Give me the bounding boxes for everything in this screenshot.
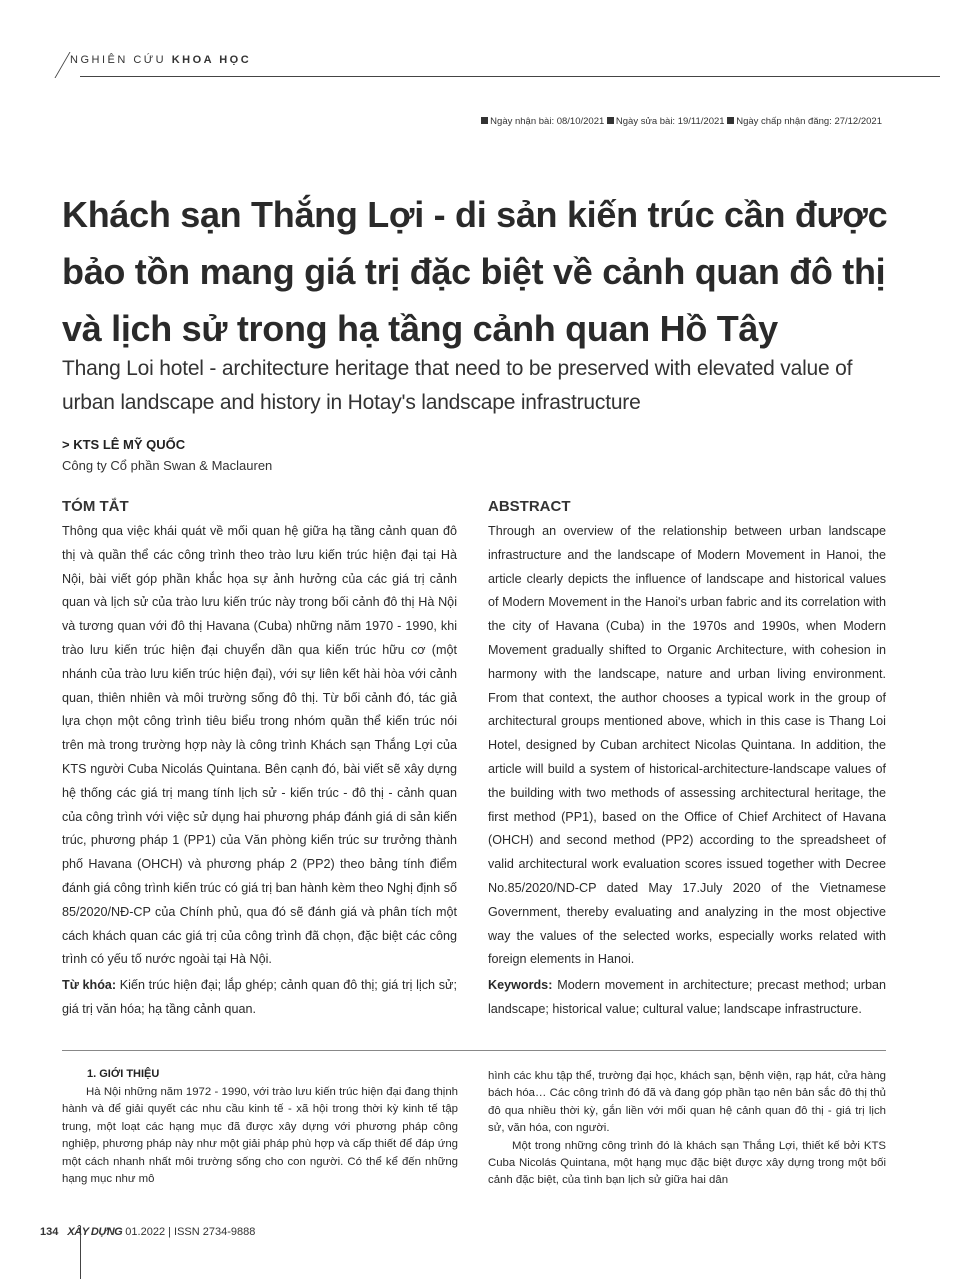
intro-col-1: Hà Nội những năm 1972 - 1990, với trào lưu kiến trúc hiện đại đang thịnh hành và để giải quyết các nhu cầu kinh tế - xã hội trong thời kỳ kinh tế tập trung, một loạt các hạng mục đã được xây dựng với phương pháp công nghiệp, phương pháp này như một giải pháp phù hợp và cấp thiết để đáp ứng một cách nhanh nhất môi trường sống cho con người. Có thể kể đến những hạng mục như mô: [62, 1086, 458, 1186]
footer: [40, 1226, 255, 1238]
keywords-text: Kiến trúc hiện đại; lắp ghép; cảnh quan đô thị; giá trị lịch sử; giá trị văn hóa; hạ tầng cảnh quan.: [62, 978, 457, 1016]
received-date: Ngày nhận bài: 08/10/2021: [490, 116, 605, 127]
keywords-text: Modern movement in architecture; precast method; urban landscape; historical value; cultural value; landscape infrastructure.: [488, 978, 886, 1016]
section-divider: [62, 1050, 886, 1051]
keywords-label: Keywords:: [488, 978, 553, 993]
issue-info: 01.2022 | ISSN 2734-9888: [122, 1226, 256, 1238]
bullet-square-icon: [607, 117, 614, 124]
revised-date: Ngày sửa bài: 19/11/2021: [615, 116, 725, 127]
section-tag-rule: [80, 76, 940, 77]
intro-col-2-para-1: hình các khu tập thể, trường đại học, khách sạn, bệnh viện, rạp hát, cửa hàng bách hóa… Các công trình đó đã và đang góp phần tạo nên bản sắc đô thị thủ đô qua nhiều thời kỳ, gắn liền với mối quan hệ cảnh quan đô thị - giá trị lịch sử, văn hóa, con người.: [488, 1070, 886, 1135]
summary-heading: TÓM TẮT: [62, 498, 129, 515]
intro-col-2-para-2: Một trong những công trình đó là khách sạn Thắng Lợi, thiết kế bởi KTS Cuba Nicolás Quintana, một hạng mục đặc biệt được xây dựng trong một bối cảnh đặc biệt, của tình bạn lịch sử giữa hai dân: [488, 1139, 886, 1187]
summary-text: Thông qua việc khái quát về mối quan hệ giữa hạ tầng cảnh quan đô thị và quần thể các công trình theo trào lưu kiến trúc hiện đại tại Hà Nội, bài viết góp phần khắc họa sự ảnh hưởng của các giá trị cảnh quan và lịch sử của trào lưu kiến trúc này trong bối cảnh đô thị Hà Nội và tương quan với đô thị Havana (Cuba) những năm 1970 - 1990, khi trào lưu kiến trúc hiện đại chuyển dần qua kiến trúc hữu cơ (một nhánh của trào lưu kiến trúc hiện đại), với sự liên kết hài hòa với cảnh quan, thiên nhiên và môi trường sống đô thị. Từ bối cảnh đó, tác giả lựa chọn một công trình tiêu biểu trong nhóm quần thể kiến trúc nói trên mà trong trường hợp này là công trình Khách sạn Thắng Lợi của KTS người Cuba Nicolás Quintana. Bên cạnh đó, bài viết sẽ xây dựng hệ thống các giá trị mang tính lịch sử - kiến trúc - đô thị - cảnh quan của công trình với việc sử dụng hai phương pháp đánh giá di sản kiến trúc, phương pháp 1 (PP1) của Văn phòng kiến trúc sư trưởng thành phố Havana (OHCH) và phương pháp 2 (PP2) theo bảng tính điểm đánh giá công trình kiến trúc có giá trị ban hành kèm theo Nghị định số 85/2020/NĐ-CP của Chính phủ, qua đó sẽ đánh giá và phân tích một cách khách quan các giá trị của công trình đã chọn, đặc biệt các công trình có yếu tố nước ngoài tại Hà Nội.: [62, 524, 457, 967]
article-title: Khách sạn Thắng Lợi - di sản kiến trúc cần được bảo tồn mang giá trị đặc biệt về cảnh quan đô thị và lịch sử trong hạ tầng cảnh quan Hồ Tây: [62, 194, 888, 349]
abstract-column: [488, 520, 886, 1022]
author: > KTS LÊ MỸ QUỐC: [62, 437, 186, 452]
keywords-label: Từ khóa:: [62, 978, 117, 993]
article-subtitle: Thang Loi hotel - architecture heritage that need to be preserved with elevated value of urban landscape and history in Hotay's landscape infrastructure: [62, 357, 853, 414]
summary-column: [62, 520, 457, 1022]
abstract-keywords: [488, 974, 886, 1022]
bullet-square-icon: [727, 117, 734, 124]
section-tag: [70, 54, 251, 66]
abstract-heading: ABSTRACT: [488, 498, 571, 515]
summary-keywords: [62, 974, 457, 1022]
bullet-square-icon: [481, 117, 488, 124]
page-number: 134: [40, 1226, 59, 1238]
accepted-date: Ngày chấp nhận đăng: 27/12/2021: [736, 116, 882, 127]
section-tag-plain: NGHIÊN CỨU: [70, 54, 172, 66]
article-dates: [481, 116, 882, 127]
journal-logo: XÂY DỰNG: [67, 1226, 123, 1238]
section-tag-bold: KHOA HỌC: [171, 54, 252, 66]
affiliation: Công ty Cổ phần Swan & Maclauren: [62, 458, 273, 473]
intro-heading: 1. GIỚI THIỆU: [87, 1068, 160, 1080]
intro-col-2: [488, 1068, 886, 1190]
abstract-text: Through an overview of the relationship between urban landscape infrastructure and the landscape of Modern Movement in Hanoi, the article clearly depicts the influence of landscape and historical values of Modern Movement in the Hanoi's urban fabric and its correlation with the city of Havana (Cuba) in the 1970s and 1990s, when Modern Movement gradually shifted to Organic Architecture, with cohesion in harmony with the landscape, nature and urban living environment. From that context, the author chooses a typical work in the group of architectural groups mentioned above, which in this case is Thang Loi Hotel, designed by Cuban architect Nicolas Quintana. In addition, the article will build a system of historical-architecture-landscape values of the building with two methods of assessing architectural heritage, the first method (PP1), based on the Office of Chief Architect of Havana (OHCH) and second method (PP2) according to the spreadsheet of valid architectural work evaluation scores issued together with Decree No.85/2020/ND-CP dated May 17.July 2020 of the Vietnamese Government, thereby evaluating and analyzing in the most objective way the values of the selected works, especially works related with foreign elements in Hanoi.: [488, 524, 886, 967]
